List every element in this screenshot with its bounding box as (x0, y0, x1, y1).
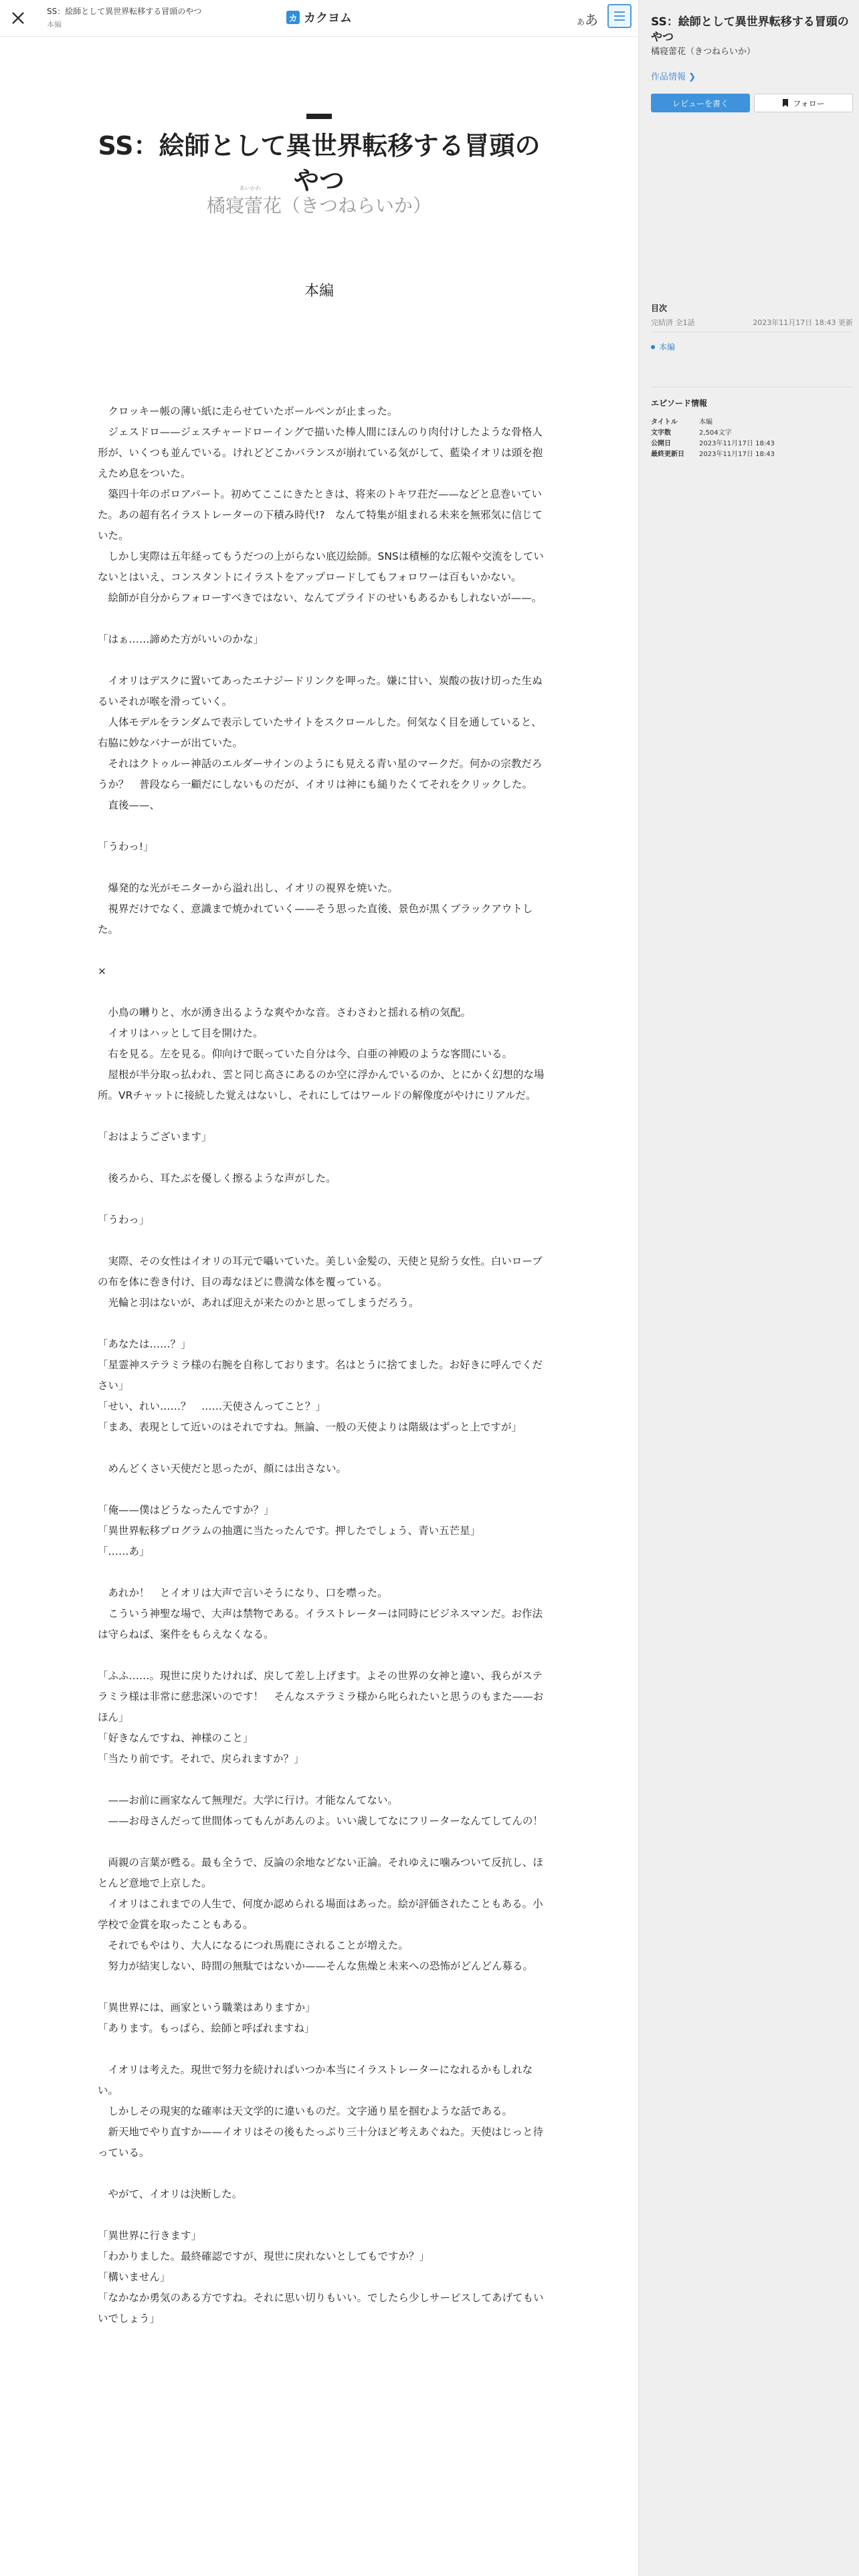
sidebar-author[interactable]: 橘寝蕾花（きつねらいか） (651, 47, 756, 57)
body-paragraph: イオリは考えた。現世で努力を続ければいつか本当にイラストレーターになれるかもしれない。 (98, 2064, 533, 2097)
episode-info-value: 本編 (699, 419, 712, 426)
body-paragraph (98, 816, 545, 837)
body-paragraph: 右を見る。左を見る。仰向けで眠っていた自分は今、白亜の神殿のような客間にいる。 (98, 1048, 513, 1060)
body-paragraph: 「なかなか勇気のある方ですね。それに思い切りもいい。でしたら少しサービスしてあげてもいいでしょう」 (98, 2292, 544, 2325)
episode-info-value: 2023年11月17日 18:43 (699, 451, 775, 458)
body-paragraph: ジェスドロ——ジェスチャードローイングで描いた棒人間にほんのり肉付けしたような骨格人形が、いくつも並んでいる。けれどどこかバランスが崩れている気がして、藍染イオリは頭を抱えため息をついた。 (98, 426, 543, 479)
body-paragraph: あれか！ とイオリは大声で言いそうになり、口を噤った。 (98, 1587, 388, 1599)
body-paragraph (98, 1438, 545, 1459)
body-paragraph (98, 1313, 545, 1334)
body-paragraph: 光輪と羽はないが、あれば迎えが来たのかと思ってしまうだろう。 (98, 1297, 419, 1309)
body-paragraph: 「わかりました。最終確認ですが、現世に戻れないとしてもですか？」 (98, 2250, 430, 2262)
episode-info-key: 最終更新日 (651, 451, 684, 458)
body-paragraph: それはクトゥルー神話のエルダーサインのようにも見える青い星のマークだ。何かの宗教だろうか？ 普段なら一顧だにしないものだが、イオリは神にも縋りたくてそれをクリックした。 (98, 758, 543, 790)
body-paragraph (98, 982, 545, 1002)
body-paragraph: しかし実際は五年経ってもうだつの上がらない底辺絵師。SNSは積極的な広報や交流をしていないとはいえ、コンスタントにイラストをアップロードしてもフォロワーは百もいかない。 (98, 550, 544, 583)
body-paragraph: × (98, 965, 106, 977)
header-work-title[interactable]: SS：絵師として異世界転移する冒頭のやつ (47, 7, 202, 16)
work-title: SS：絵師として異世界転移する冒頭のやつ (98, 131, 541, 195)
toc-item-main[interactable] (651, 341, 675, 352)
work-author[interactable]: 橘寝蕾花（きつねらいか） (206, 195, 432, 217)
follow-label: フォロー (793, 98, 825, 108)
body-paragraph: めんどくさい天使だと思ったが、顔には出さない。 (98, 1463, 347, 1475)
author-ruby: あいかわ (240, 185, 261, 191)
body-paragraph: イオリはこれまでの人生で、何度か認められる場面はあった。絵が評価されたこともある。小学校で金賞を取ったこともある。 (98, 1898, 543, 1931)
write-review-button[interactable]: レビューを書く (651, 94, 750, 112)
body-paragraph: 屋根が半分取っ払われ、雲と同じ高さにあるのか空に浮かんでいるのか、とにかく幻想的な場所。VRチャットに接続した覚えはないし、それにしてはワールドの解像度がやけにリアルだ。 (98, 1069, 545, 1101)
body-paragraph (98, 1769, 545, 1790)
body-paragraph: 「ふふ……。現世に戻りたければ、戻して差し上げます。よその世界の女神と違い、我らがステラミラ様は非常に慈悲深いのです！ そんなステラミラ様から叱られたいと思うのもまた——おほん」 (98, 1670, 544, 1723)
logo-mark-icon: カ (286, 11, 300, 24)
body-paragraph (98, 1106, 545, 1127)
font-size-label: あ (585, 12, 599, 28)
body-paragraph (98, 1479, 545, 1500)
header-episode-title: 本編 (47, 20, 62, 29)
body-paragraph (98, 650, 545, 671)
body-paragraph (98, 609, 545, 629)
body-paragraph: 後ろから、耳たぶを優しく擦るような声がした。 (98, 1172, 337, 1184)
body-paragraph: 小鳥の囀りと、水が湧き出るような爽やかな音。さわさわと揺れる梢の気配。 (98, 1006, 472, 1018)
body-paragraph: 直後——、 (98, 799, 161, 811)
body-paragraph: 「まあ、表現として近いのはそれですね。無論、一般の天使よりは階級はずっと上ですが」 (98, 1421, 522, 1433)
body-paragraph: 絵師が自分からフォローすべきではない、なんてプライドのせいもあるかもしれないが——。 (98, 592, 543, 604)
episode-info-row (651, 428, 775, 439)
episode-info-table (651, 417, 775, 460)
body-paragraph: クロッキー帳の薄い紙に走らせていたボールペンが止まった。 (98, 405, 398, 417)
top-header (0, 0, 638, 37)
body-paragraph (98, 1148, 545, 1168)
toc-item-label: 本編 (659, 342, 676, 352)
title-decoration-bar (306, 114, 332, 119)
section-title: 本編 (304, 283, 334, 300)
body-paragraph: 「せい、れい……？ ……天使さんってこと？」 (98, 1400, 326, 1412)
episode-info-key: 文字数 (651, 429, 671, 437)
body-paragraph: 「はぁ……諦めた方がいいのかな」 (98, 633, 264, 645)
follow-button[interactable] (754, 94, 853, 112)
episode-info-value: 2,504文字 (699, 429, 732, 437)
logo-text: カクヨム (304, 11, 352, 25)
body-paragraph: ——お母さんだって世間体ってもんがあんのよ。いい歳してなにフリーターなんてしてんの！ (98, 1815, 543, 1827)
body-paragraph (98, 2039, 545, 2060)
body-paragraph: ——お前に画家なんて無理だ。大学に行け。才能なんてない。 (98, 1794, 398, 1806)
episode-info-value: 2023年11月17日 18:43 (699, 440, 775, 447)
body-paragraph (98, 1977, 545, 1998)
body-paragraph: 「うわっ」 (98, 1214, 150, 1226)
sidebar (638, 0, 859, 2576)
body-paragraph: やがて、イオリは決断した。 (98, 2188, 243, 2200)
toc-updated: 2023年11月17日 18:43 更新 (753, 318, 853, 327)
close-icon[interactable] (9, 9, 27, 27)
episode-info-heading: エピソード情報 (651, 399, 708, 408)
body-paragraph: こういう神聖な場で、大声は禁物である。イラストレーターは同時にビジネスマンだ。お作法は守らねば、案件をもらえなくなる。 (98, 1608, 543, 1640)
toc-status: 完結済 全1話 (651, 318, 695, 327)
body-paragraph: 築四十年のボロアパート。初めてここにきたときは、将来のトキワ荘だ——などと息巻いていた。あの超有名イラストレーターの下積み時代!? なんて特集が組まれる未来を無邪気に信じていた。 (98, 488, 543, 542)
body-paragraph: 新天地でやり直すか——イオリはその後もたっぷり三十分ほど考えあぐねた。天使はじっと待っている。 (98, 2126, 544, 2159)
body-paragraph: しかしその現実的な確率は天文学的に違いものだ。文字通り星を掴むような話である。 (98, 2105, 513, 2117)
body-paragraph: 「異世界転移プログラムの抽選に当たったんです。押したでしょう、青い五芒星」 (98, 1525, 481, 1537)
body-paragraph (98, 857, 545, 878)
toc-meta (651, 317, 853, 328)
episode-info-row (651, 417, 775, 428)
body-paragraph: 「構いません」 (98, 2271, 171, 2283)
body-paragraph: 「異世界には、画家という職業はありますか」 (98, 2002, 316, 2014)
body-paragraph (98, 1832, 545, 1852)
body-paragraph: 「星霊神ステラミラ様の右腕を自称しております。名はとうに捨てました。お好きに呼んでください」 (98, 1359, 543, 1392)
body-paragraph (98, 940, 545, 961)
body-paragraph: 「あります。もっぱら、絵師と呼ばれますね」 (98, 2022, 315, 2034)
menu-toggle-button[interactable] (607, 4, 632, 28)
body-paragraph: 爆発的な光がモニターから溢れ出し、イオリの視界を焼いた。 (98, 882, 399, 894)
body-paragraph (98, 1562, 545, 1583)
body-paragraph (98, 2163, 545, 2184)
body-paragraph: 努力が結実しない、時間の無駄ではないか——そんな焦燥と未来への恐怖がどんどん募る。 (98, 1960, 534, 1972)
episode-body (98, 401, 545, 2329)
body-paragraph: 「あなたは……？」 (98, 1338, 191, 1350)
kakuyomu-logo[interactable] (286, 9, 352, 25)
body-paragraph: それでもやはり、大人になるにつれ馬鹿にされることが増えた。 (98, 1939, 409, 1951)
body-paragraph: 「俺——僕はどうなったんですか？」 (98, 1504, 274, 1516)
episode-info-row (651, 439, 775, 449)
body-paragraph: 「おはようございます」 (98, 1131, 212, 1143)
body-paragraph (98, 1645, 545, 1666)
body-paragraph (98, 1189, 545, 1210)
episode-info-key: 公開日 (651, 440, 671, 447)
episode-info-key: タイトル (651, 419, 678, 426)
episode-info-row (651, 449, 775, 460)
bookmark-icon (782, 99, 789, 107)
body-paragraph: 「好きなんですね、神様のこと」 (98, 1732, 254, 1744)
body-paragraph: 視界だけでなく、意識まで焼かれていく——そう思った直後、景色が黒くブラックアウトした。 (98, 903, 533, 936)
body-paragraph (98, 1230, 545, 1251)
body-paragraph (98, 2205, 545, 2226)
body-paragraph: 「異世界に行きます」 (98, 2230, 202, 2242)
body-paragraph: イオリはデスクに置いてあったエナジードリンクを呷った。嫌に甘い、炭酸の抜け切った生ぬるいそれが喉を滑っていく。 (98, 675, 543, 708)
work-info-link[interactable]: 作品情報 ❯ (651, 72, 696, 82)
current-dot-icon (651, 345, 655, 349)
body-paragraph: 「当たり前です。それで、戻られますか？」 (98, 1753, 304, 1765)
font-size-button[interactable]: ああ (577, 12, 599, 28)
sidebar-work-title[interactable]: SS：絵師として異世界転移する冒頭のやつ (651, 15, 849, 44)
body-paragraph: 「……あ」 (98, 1545, 150, 1558)
body-paragraph: 人体モデルをランダムで表示していたサイトをスクロールした。何気なく目を通していると、右脇に妙なバナーが出ていた。 (98, 716, 542, 749)
toc-heading: 目次 (651, 304, 668, 313)
body-paragraph: イオリはハッとして目を開けた。 (98, 1027, 264, 1039)
body-paragraph: 両親の言葉が甦る。最も全うで、反論の余地などない正論。それゆえに噛みついて反抗し、ほとんど意地で上京した。 (98, 1856, 543, 1889)
body-paragraph: 実際、その女性はイオリの耳元で囁いていた。美しい金髪の、天使と見紛う女性。白いローブの布を体に巻き付け、目の毒なほどに豊満な体を覆っている。 (98, 1255, 543, 1288)
body-paragraph: 「うわっ!」 (98, 841, 154, 853)
